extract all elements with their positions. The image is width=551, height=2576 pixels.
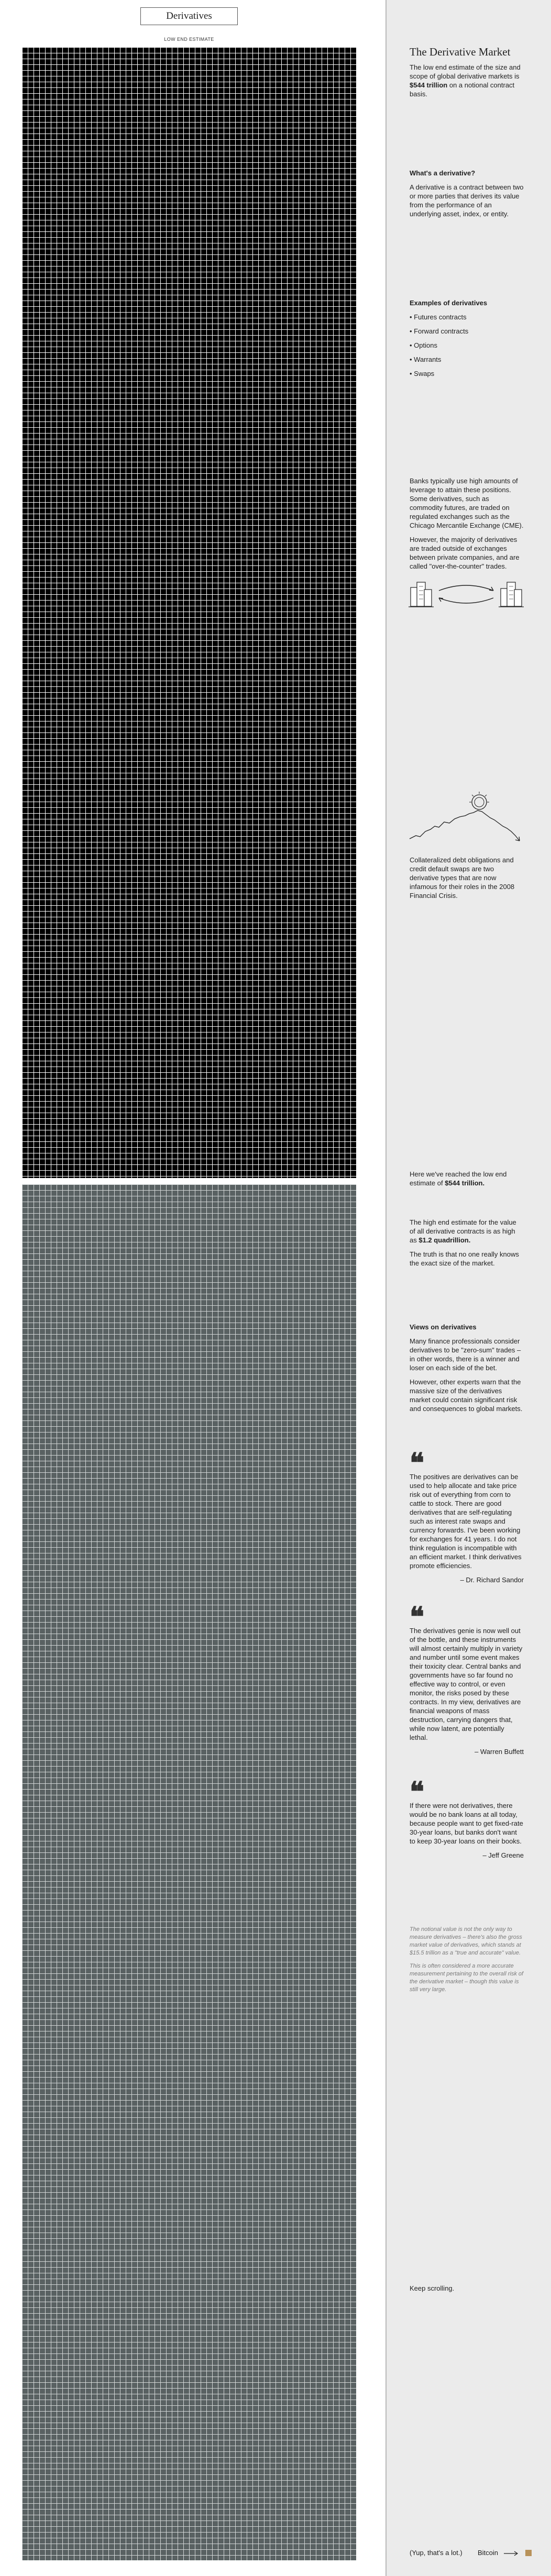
banks-section xyxy=(410,476,524,576)
footer-note: (Yup, that's a lot.) xyxy=(410,2549,462,2557)
reached-section xyxy=(410,1170,524,1193)
quote-icon: ❝ xyxy=(410,1449,422,1479)
low-estimate-grid xyxy=(22,47,356,1178)
reached-text: Here we've reached the low end estimate of $544 trillion. xyxy=(410,1170,507,1187)
crash-chart-icon xyxy=(409,790,526,848)
list-item: • Swaps xyxy=(410,370,435,377)
sidebar[interactable] xyxy=(387,0,551,2576)
intro-section xyxy=(410,45,524,104)
grid-label: LOW END ESTIMATE xyxy=(164,37,214,42)
quote-text: The derivatives genie is now well out of the bottle, and these instruments will almost certainly multiply in variety and number until some event makes their toxicity clear. Central banks and governments have so far found no effective way to control, or even monitor, the risks posed by these contracts. In my view, derivatives are financial weapons of mass destruction, carrying dangers that, while now latent, are potentially lethal. xyxy=(410,1627,523,1741)
truth-text: The truth is that no one really knows the exact size of the market. xyxy=(410,1250,519,1267)
views-title: Views on derivatives xyxy=(410,1323,477,1331)
quote-greene xyxy=(410,1778,524,1865)
examples-list xyxy=(410,313,524,378)
keep-scrolling-text: Keep scrolling. xyxy=(410,2284,455,2292)
quote-icon: ❝ xyxy=(410,1603,422,1633)
cdo-section xyxy=(410,856,524,905)
list-item: • Futures contracts xyxy=(410,313,467,321)
bitcoin-legend xyxy=(478,2549,519,2557)
what-text: A derivative is a contract between two or more parties that derives its value from the performance of an underlying asset, index, or entity. xyxy=(410,183,524,218)
banks-text: Banks typically use high amounts of leverage to attain these positions. Some derivatives, such as commodity futures, are traded on regulated exchanges such as the Chicago Mercantile Exchange (CME). xyxy=(410,477,524,529)
otc-text: However, the majority of derivatives are traded outside of exchanges between private companies, and are called "over-the-counter" trades. xyxy=(410,536,520,570)
quote-attribution: – Warren Buffett xyxy=(475,1748,524,1756)
bitcoin-swatch xyxy=(525,2550,532,2556)
note-text-1: The notional value is not the only way to measure derivatives – there's also the gross market value of derivatives, which stands at $15.5 trillion as a "true and accurate" value. xyxy=(410,1926,522,1956)
list-item: • Options xyxy=(410,341,437,349)
arrow-right-icon xyxy=(503,2551,519,2556)
high-estimate-text: The high end estimate for the value of all derivative contracts is as high as $1.2 quadrillion. xyxy=(410,1218,516,1244)
examples-section xyxy=(410,298,524,383)
quote-text: The positives are derivatives can be used to help allocate and take price risk out of everything from corn to cattle to stock. There are good derivatives that are self-regulating such as interest rate swaps and currency forwards. I've been working for exchanges for 41 years. I do not think regulation is incompatible with an efficient market. I think derivatives promote efficiencies. xyxy=(410,1473,522,1570)
quote-buffett xyxy=(410,1603,524,1761)
intro-title: The Derivative Market xyxy=(410,46,511,58)
note-text-2: This is often considered a more accurate measurement pertaining to the overall risk of the derivative market – though this value is still very large. xyxy=(410,1963,524,1993)
views-text-2: However, other experts warn that the massive size of the derivatives market could contain significant risk and consequences to global markets. xyxy=(410,1378,523,1413)
list-item: • Warrants xyxy=(410,356,442,363)
examples-title: Examples of derivatives xyxy=(410,299,488,307)
otc-trade-illustration-icon xyxy=(409,577,524,609)
quote-sandor xyxy=(410,1449,524,1590)
quote-text: If there were not derivatives, there would be no bank loans at all today, because people want to get fixed-rate 30-year loans, but banks don't want to keep 30-year loans on their books. xyxy=(410,1802,523,1845)
high-estimate-section xyxy=(410,1218,524,1273)
quote-icon: ❝ xyxy=(410,1778,422,1807)
views-text-1: Many finance professionals consider derivatives to be "zero-sum" trades – in other words, there is a winner and loser on each side of the bet. xyxy=(410,1337,521,1372)
keep-scrolling-section xyxy=(410,2284,524,2298)
quote-attribution: – Jeff Greene xyxy=(482,1851,524,1859)
quote-attribution: – Dr. Richard Sandor xyxy=(460,1576,524,1584)
high-estimate-grid xyxy=(22,1184,356,2560)
notes-section xyxy=(410,1926,524,1999)
views-section xyxy=(410,1323,524,1418)
page-title: Derivatives xyxy=(140,7,238,25)
list-item: • Forward contracts xyxy=(410,327,469,335)
what-section xyxy=(410,169,524,224)
cdo-text: Collateralized debt obligations and credit default swaps are two derivative types that are now infamous for their roles in the 2008 Financial Crisis. xyxy=(410,856,515,900)
bitcoin-label: Bitcoin xyxy=(478,2549,499,2557)
what-title: What's a derivative? xyxy=(410,169,476,177)
intro-text: The low end estimate of the size and scope of global derivative markets is $544 trillion on a notional contract basis. xyxy=(410,63,521,98)
